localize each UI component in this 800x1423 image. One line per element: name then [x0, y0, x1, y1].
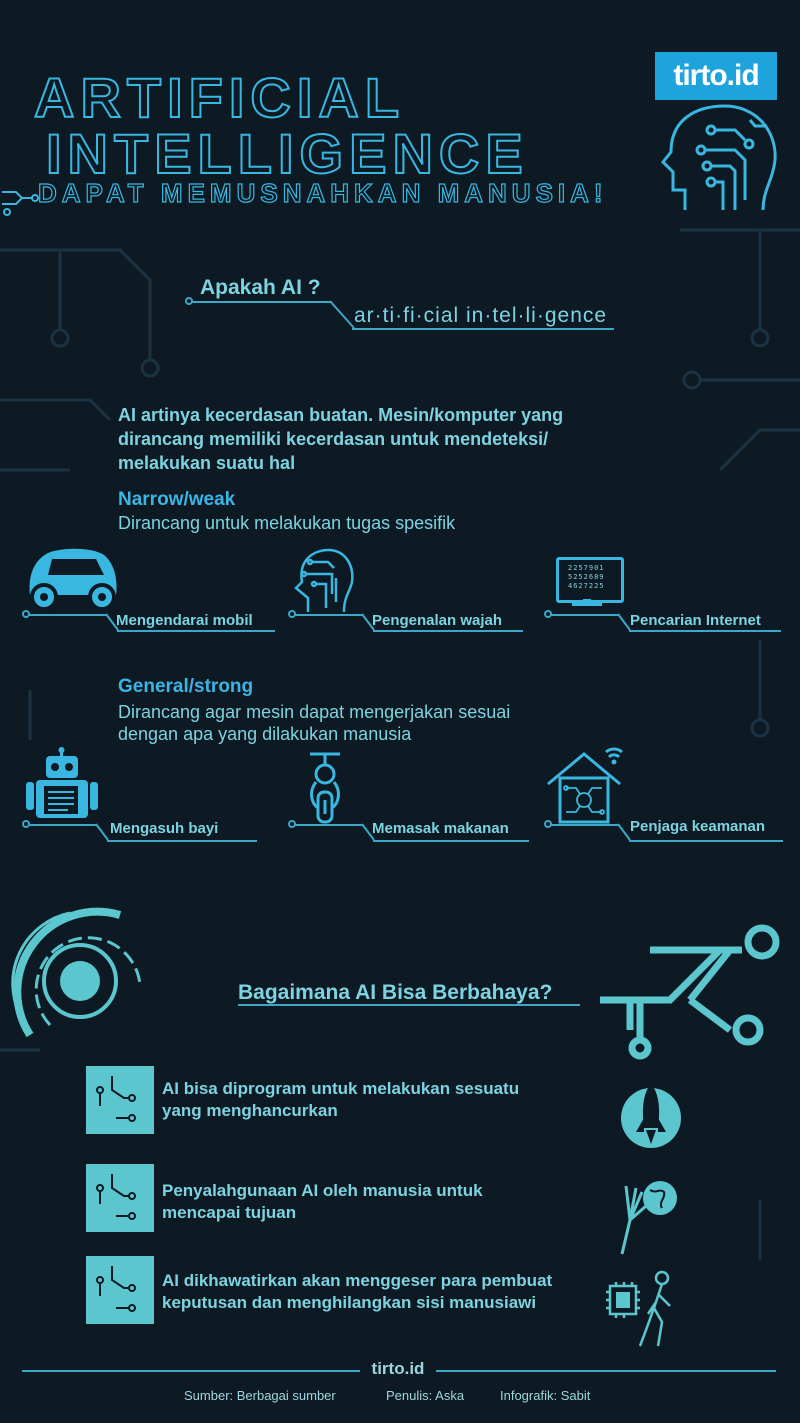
circular-hud-icon	[0, 905, 160, 1055]
definition-line-2: dirancang memiliki kecerdasan untuk mendeteksi/	[118, 429, 549, 449]
general-desc-1: Dirancang agar mesin dapat mengerjakan sesuai	[118, 702, 511, 722]
robot-arm-icon	[302, 752, 348, 828]
danger-point-2-line-1: Penyalahgunaan AI oleh manusia untuk	[162, 1181, 483, 1200]
circuit-square-icon-3	[86, 1256, 154, 1324]
smart-home-icon	[546, 744, 630, 824]
footer-writer: Penulis: Aska	[386, 1388, 465, 1403]
footer-graphic: Infografik: Sabit	[500, 1388, 591, 1403]
circuit-square-icon-2	[86, 1164, 154, 1232]
label-security-guard: Penjaga keamanan	[630, 818, 766, 835]
robot-icon	[24, 748, 100, 820]
danger-point-1-line-1: AI bisa diprogram untuk melakukan sesuatu	[162, 1079, 520, 1098]
car-icon	[22, 545, 122, 613]
danger-point-3-line-1: AI dikhawatirkan akan menggeser para pembuat	[162, 1271, 553, 1290]
definition-line-1: AI artinya kecerdasan buatan. Mesin/komputer yang	[118, 405, 564, 425]
rocket-icon	[618, 1078, 684, 1152]
label-driving: Mengendarai mobil	[116, 612, 253, 629]
title-subtitle: DAPAT MEMUSNAHKAN MANUSIA!	[38, 178, 608, 208]
narrow-heading: Narrow/weak	[118, 489, 236, 510]
monitor-digits-2: 5252689	[568, 573, 605, 581]
danger-point-1-line-2: yang menghancurkan	[162, 1101, 338, 1120]
circuit-square-icon-1	[86, 1066, 154, 1134]
face-recognition-icon	[292, 548, 356, 614]
monitor-icon	[556, 557, 624, 603]
footer-source: Sumber: Berbagai sumber	[184, 1388, 336, 1403]
narrow-desc: Dirancang untuk melakukan tugas spesifik	[118, 513, 456, 533]
label-face-recognition: Pengenalan wajah	[372, 612, 503, 629]
pronunciation: ar·ti·fi·cial in·tel·li·gence	[354, 304, 608, 327]
ai-head-icon	[655, 100, 785, 220]
monitor-digits-3: 4627225	[568, 582, 605, 590]
label-cooking: Memasak makanan	[372, 820, 509, 837]
intro-question: Apakah AI ?	[200, 276, 321, 299]
label-babysitting: Mengasuh bayi	[110, 820, 219, 837]
danger-heading: Bagaimana AI Bisa Berbahaya?	[238, 981, 553, 1004]
tirto-logo: tirto.id	[655, 52, 777, 100]
title-line-1: ARTIFICIAL	[34, 66, 406, 129]
circuit-arrow-icon	[600, 920, 780, 1060]
title-line-2: INTELLIGENCE	[46, 122, 529, 185]
person-chip-icon	[606, 1270, 676, 1348]
monitor-digits-1: 2257901	[568, 564, 605, 572]
danger-point-3-line-2: keputusan dan menghilangkan sisi manusiawi	[162, 1293, 537, 1312]
circuit-small-icon	[2, 186, 38, 216]
definition-line-3: melakukan suatu hal	[118, 453, 296, 473]
general-desc-2: dengan apa yang dilakukan manusia	[118, 724, 412, 744]
footer-brand: tirto.id	[371, 1359, 425, 1378]
danger-point-2-line-2: mencapai tujuan	[162, 1203, 297, 1222]
label-internet-search: Pencarian Internet	[630, 612, 761, 629]
general-heading: General/strong	[118, 676, 254, 697]
robot-hand-globe-icon	[616, 1176, 682, 1256]
